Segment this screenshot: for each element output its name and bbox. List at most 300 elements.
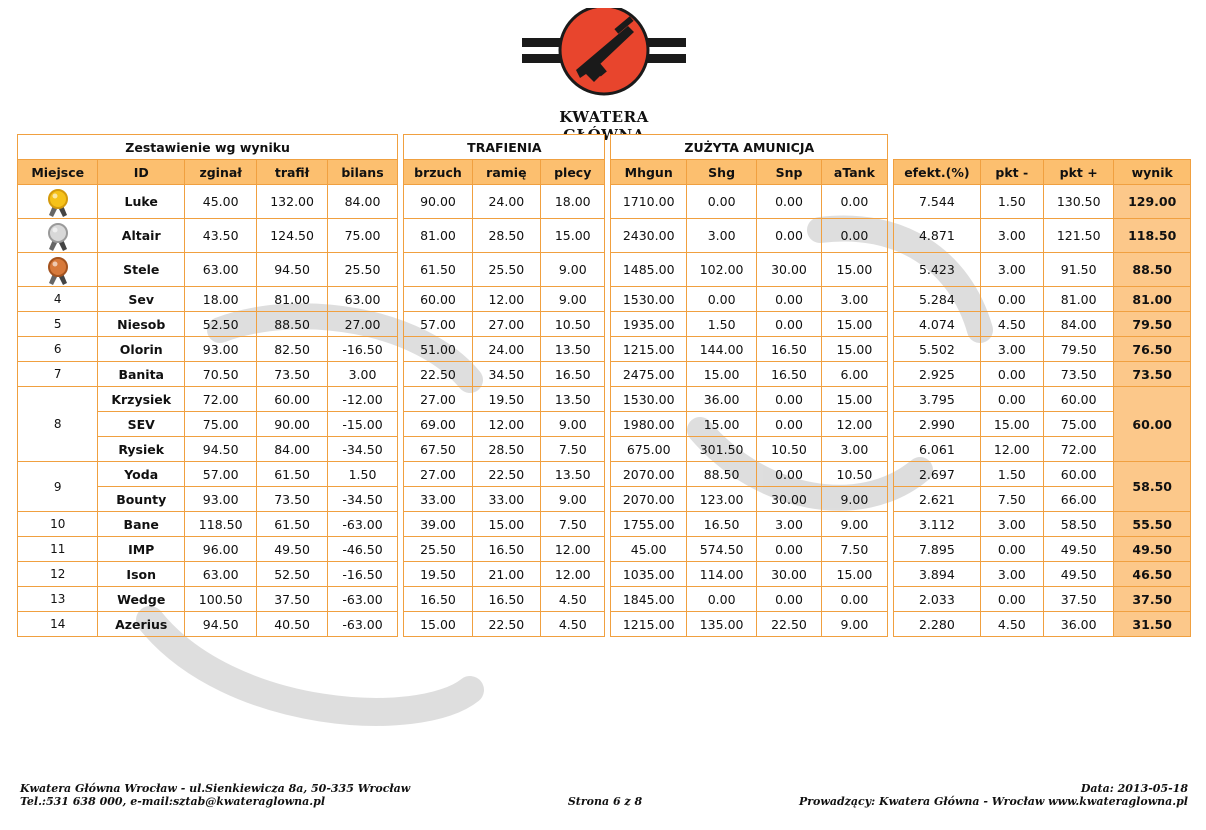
- cell-trafil: 81.00: [257, 287, 327, 312]
- cell-pkt-plus: 81.00: [1044, 287, 1114, 312]
- cell-plecy: 9.00: [541, 412, 605, 437]
- cell-bilans: 84.00: [327, 185, 397, 219]
- cell-mhgun: 1530.00: [611, 387, 686, 412]
- cell-efekt: 3.112: [894, 512, 981, 537]
- cell-shg: 15.00: [686, 362, 756, 387]
- gold-medal-icon: [43, 187, 73, 217]
- cell-ramie: 22.50: [472, 462, 540, 487]
- footer-date: Data: 2013-05-18: [1080, 782, 1188, 795]
- cell-wynik: 49.50: [1114, 537, 1191, 562]
- cell-trafil: 37.50: [257, 587, 327, 612]
- column-header: wynik: [1114, 160, 1191, 185]
- cell-mhgun: 1215.00: [611, 612, 686, 637]
- table-row: [18, 537, 1191, 562]
- cell-atank: 0.00: [821, 185, 887, 219]
- cell-pkt-minus: 3.00: [980, 219, 1043, 253]
- cell-bilans: -12.00: [327, 387, 397, 412]
- column-header: ramię: [472, 160, 540, 185]
- table-row: [18, 337, 1191, 362]
- cell-pkt-minus: 3.00: [980, 253, 1043, 287]
- cell-plecy: 10.50: [541, 312, 605, 337]
- cell-zginal: 96.00: [184, 537, 256, 562]
- cell-ramie: 22.50: [472, 612, 540, 637]
- cell-zginal: 93.00: [184, 487, 256, 512]
- cell-efekt: 7.544: [894, 185, 981, 219]
- table-row: [18, 219, 1191, 253]
- cell-pkt-minus: 7.50: [980, 487, 1043, 512]
- cell-wynik: 73.50: [1114, 362, 1191, 387]
- cell-ramie: 28.50: [472, 219, 540, 253]
- cell-snp: 0.00: [757, 312, 821, 337]
- cell-ramie: 16.50: [472, 587, 540, 612]
- cell-atank: 7.50: [821, 537, 887, 562]
- place-cell: 12: [18, 562, 98, 587]
- table-row: [18, 312, 1191, 337]
- cell-wynik: 55.50: [1114, 512, 1191, 537]
- cell-mhgun: 1215.00: [611, 337, 686, 362]
- player-id: Sev: [98, 287, 185, 312]
- results-table: [17, 134, 1191, 637]
- cell-plecy: 13.50: [541, 462, 605, 487]
- cell-bilans: -34.50: [327, 437, 397, 462]
- cell-snp: 16.50: [757, 337, 821, 362]
- table-row: [18, 562, 1191, 587]
- cell-plecy: 16.50: [541, 362, 605, 387]
- cell-trafil: 61.50: [257, 512, 327, 537]
- place-medal-cell: [18, 253, 98, 287]
- cell-shg: 3.00: [686, 219, 756, 253]
- cell-brzuch: 16.50: [404, 587, 472, 612]
- cell-atank: 3.00: [821, 437, 887, 462]
- table-row: [18, 287, 1191, 312]
- cell-bilans: 75.00: [327, 219, 397, 253]
- cell-zginal: 118.50: [184, 512, 256, 537]
- player-id: SEV: [98, 412, 185, 437]
- cell-wynik: 81.00: [1114, 287, 1191, 312]
- cell-snp: 0.00: [757, 537, 821, 562]
- kwatera-glowna-logo: [522, 8, 686, 128]
- cell-shg: 114.00: [686, 562, 756, 587]
- cell-atank: 9.00: [821, 612, 887, 637]
- cell-pkt-minus: 0.00: [980, 387, 1043, 412]
- cell-brzuch: 19.50: [404, 562, 472, 587]
- cell-ramie: 27.00: [472, 312, 540, 337]
- cell-mhgun: 1485.00: [611, 253, 686, 287]
- column-header: Shg: [686, 160, 756, 185]
- cell-pkt-plus: 37.50: [1044, 587, 1114, 612]
- cell-mhgun: 2070.00: [611, 487, 686, 512]
- cell-mhgun: 675.00: [611, 437, 686, 462]
- cell-pkt-plus: 84.00: [1044, 312, 1114, 337]
- cell-pkt-minus: 4.50: [980, 612, 1043, 637]
- cell-snp: 0.00: [757, 185, 821, 219]
- cell-ramie: 12.00: [472, 287, 540, 312]
- table-row: [18, 487, 1191, 512]
- cell-mhgun: 1710.00: [611, 185, 686, 219]
- cell-trafil: 52.50: [257, 562, 327, 587]
- cell-ramie: 15.00: [472, 512, 540, 537]
- cell-efekt: 2.697: [894, 462, 981, 487]
- place-cell: 10: [18, 512, 98, 537]
- footer-info: [799, 782, 1188, 808]
- cell-zginal: 43.50: [184, 219, 256, 253]
- cell-efekt: 7.895: [894, 537, 981, 562]
- cell-trafil: 40.50: [257, 612, 327, 637]
- cell-shg: 135.00: [686, 612, 756, 637]
- cell-trafil: 132.00: [257, 185, 327, 219]
- cell-wynik: 37.50: [1114, 587, 1191, 612]
- table-row: [18, 462, 1191, 487]
- cell-efekt: 2.925: [894, 362, 981, 387]
- cell-brzuch: 90.00: [404, 185, 472, 219]
- cell-plecy: 13.50: [541, 337, 605, 362]
- table-row: [18, 387, 1191, 412]
- cell-zginal: 63.00: [184, 562, 256, 587]
- cell-plecy: 12.00: [541, 562, 605, 587]
- cell-shg: 0.00: [686, 185, 756, 219]
- cell-ramie: 12.00: [472, 412, 540, 437]
- player-id: Banita: [98, 362, 185, 387]
- footer-address: [20, 782, 410, 808]
- player-id: Krzysiek: [98, 387, 185, 412]
- cell-mhgun: 2430.00: [611, 219, 686, 253]
- cell-pkt-plus: 66.00: [1044, 487, 1114, 512]
- cell-pkt-plus: 49.50: [1044, 537, 1114, 562]
- cell-ramie: 19.50: [472, 387, 540, 412]
- cell-zginal: 72.00: [184, 387, 256, 412]
- cell-zginal: 94.50: [184, 437, 256, 462]
- column-header: aTank: [821, 160, 887, 185]
- cell-snp: 30.00: [757, 562, 821, 587]
- column-header: zginał: [184, 160, 256, 185]
- column-header: Snp: [757, 160, 821, 185]
- cell-zginal: 18.00: [184, 287, 256, 312]
- player-id: Azerius: [98, 612, 185, 637]
- cell-shg: 144.00: [686, 337, 756, 362]
- cell-ramie: 34.50: [472, 362, 540, 387]
- cell-bilans: 25.50: [327, 253, 397, 287]
- cell-snp: 0.00: [757, 462, 821, 487]
- bronze-medal-icon: [43, 255, 73, 285]
- cell-wynik: 31.50: [1114, 612, 1191, 637]
- cell-wynik: 88.50: [1114, 253, 1191, 287]
- cell-snp: 0.00: [757, 287, 821, 312]
- player-id: Niesob: [98, 312, 185, 337]
- cell-wynik: 60.00: [1114, 387, 1191, 462]
- page-number: Strona 6 z 8: [567, 795, 643, 808]
- player-id: Wedge: [98, 587, 185, 612]
- footer-organizer: Prowadzący: Kwatera Główna - Wrocław www.kwateraglowna.pl: [798, 795, 1188, 808]
- cell-bilans: -15.00: [327, 412, 397, 437]
- cell-pkt-minus: 1.50: [980, 185, 1043, 219]
- place-cell: 9: [18, 462, 98, 512]
- place-cell: 4: [18, 287, 98, 312]
- cell-snp: 0.00: [757, 412, 821, 437]
- cell-pkt-minus: 1.50: [980, 462, 1043, 487]
- cell-efekt: 5.502: [894, 337, 981, 362]
- column-header: plecy: [541, 160, 605, 185]
- player-id: IMP: [98, 537, 185, 562]
- cell-trafil: 124.50: [257, 219, 327, 253]
- cell-atank: 9.00: [821, 512, 887, 537]
- cell-efekt: 2.990: [894, 412, 981, 437]
- cell-trafil: 88.50: [257, 312, 327, 337]
- cell-pkt-plus: 58.50: [1044, 512, 1114, 537]
- cell-atank: 15.00: [821, 337, 887, 362]
- table-row: [18, 587, 1191, 612]
- cell-pkt-minus: 0.00: [980, 537, 1043, 562]
- cell-pkt-plus: 49.50: [1044, 562, 1114, 587]
- cell-brzuch: 57.00: [404, 312, 472, 337]
- cell-efekt: 5.423: [894, 253, 981, 287]
- cell-atank: 15.00: [821, 253, 887, 287]
- cell-shg: 574.50: [686, 537, 756, 562]
- column-header: ID: [98, 160, 185, 185]
- cell-trafil: 94.50: [257, 253, 327, 287]
- cell-wynik: 76.50: [1114, 337, 1191, 362]
- logo-text: KWATERA: [559, 108, 649, 126]
- cell-brzuch: 27.00: [404, 462, 472, 487]
- cell-pkt-plus: 60.00: [1044, 462, 1114, 487]
- cell-pkt-plus: 79.50: [1044, 337, 1114, 362]
- cell-brzuch: 27.00: [404, 387, 472, 412]
- player-id: Ison: [98, 562, 185, 587]
- cell-brzuch: 81.00: [404, 219, 472, 253]
- cell-efekt: 2.621: [894, 487, 981, 512]
- cell-brzuch: 51.00: [404, 337, 472, 362]
- cell-shg: 123.00: [686, 487, 756, 512]
- cell-pkt-minus: 0.00: [980, 287, 1043, 312]
- cell-zginal: 57.00: [184, 462, 256, 487]
- cell-bilans: -16.50: [327, 562, 397, 587]
- cell-mhgun: 2475.00: [611, 362, 686, 387]
- gun-emblem-icon: [522, 8, 686, 108]
- cell-snp: 3.00: [757, 512, 821, 537]
- cell-pkt-plus: 130.50: [1044, 185, 1114, 219]
- cell-plecy: 15.00: [541, 219, 605, 253]
- cell-mhgun: 1845.00: [611, 587, 686, 612]
- player-id: Yoda: [98, 462, 185, 487]
- cell-pkt-plus: 75.00: [1044, 412, 1114, 437]
- cell-snp: 0.00: [757, 587, 821, 612]
- cell-bilans: 27.00: [327, 312, 397, 337]
- silver-medal-icon: [43, 221, 73, 251]
- cell-mhgun: 45.00: [611, 537, 686, 562]
- column-header: pkt -: [980, 160, 1043, 185]
- cell-efekt: 3.795: [894, 387, 981, 412]
- table-row: [18, 412, 1191, 437]
- table-row: [18, 253, 1191, 287]
- place-cell: 11: [18, 537, 98, 562]
- cell-plecy: 4.50: [541, 612, 605, 637]
- cell-snp: 0.00: [757, 387, 821, 412]
- player-id: Stele: [98, 253, 185, 287]
- cell-shg: 301.50: [686, 437, 756, 462]
- cell-brzuch: 15.00: [404, 612, 472, 637]
- cell-zginal: 94.50: [184, 612, 256, 637]
- cell-pkt-minus: 3.00: [980, 512, 1043, 537]
- cell-ramie: 28.50: [472, 437, 540, 462]
- column-header: pkt +: [1044, 160, 1114, 185]
- cell-bilans: -63.00: [327, 612, 397, 637]
- table-row: [18, 612, 1191, 637]
- cell-pkt-minus: 0.00: [980, 362, 1043, 387]
- cell-atank: 15.00: [821, 387, 887, 412]
- cell-trafil: 82.50: [257, 337, 327, 362]
- cell-pkt-minus: 3.00: [980, 337, 1043, 362]
- player-id: Altair: [98, 219, 185, 253]
- cell-brzuch: 67.50: [404, 437, 472, 462]
- cell-ramie: 24.00: [472, 337, 540, 362]
- cell-wynik: 129.00: [1114, 185, 1191, 219]
- cell-ramie: 24.00: [472, 185, 540, 219]
- cell-efekt: 2.033: [894, 587, 981, 612]
- cell-atank: 15.00: [821, 312, 887, 337]
- cell-plecy: 18.00: [541, 185, 605, 219]
- place-cell: 14: [18, 612, 98, 637]
- cell-trafil: 84.00: [257, 437, 327, 462]
- group-amunicja: ZUŻYTA AMUNICJA: [611, 135, 888, 160]
- place-cell: 13: [18, 587, 98, 612]
- cell-plecy: 7.50: [541, 512, 605, 537]
- table-row: [18, 512, 1191, 537]
- cell-wynik: 79.50: [1114, 312, 1191, 337]
- cell-mhgun: 1980.00: [611, 412, 686, 437]
- cell-zginal: 63.00: [184, 253, 256, 287]
- cell-brzuch: 25.50: [404, 537, 472, 562]
- column-header: brzuch: [404, 160, 472, 185]
- cell-plecy: 9.00: [541, 487, 605, 512]
- cell-bilans: -63.00: [327, 512, 397, 537]
- cell-plecy: 7.50: [541, 437, 605, 462]
- cell-zginal: 75.00: [184, 412, 256, 437]
- cell-shg: 15.00: [686, 412, 756, 437]
- player-id: Bounty: [98, 487, 185, 512]
- cell-shg: 88.50: [686, 462, 756, 487]
- footer-address-line: Kwatera Główna Wrocław - ul.Sienkiewicza 8a, 50-335 Wrocław: [20, 782, 411, 795]
- cell-trafil: 60.00: [257, 387, 327, 412]
- cell-wynik: 46.50: [1114, 562, 1191, 587]
- cell-plecy: 12.00: [541, 537, 605, 562]
- column-header: Mhgun: [611, 160, 686, 185]
- cell-zginal: 93.00: [184, 337, 256, 362]
- table-row: [18, 362, 1191, 387]
- cell-pkt-minus: 4.50: [980, 312, 1043, 337]
- cell-mhgun: 1530.00: [611, 287, 686, 312]
- cell-zginal: 52.50: [184, 312, 256, 337]
- cell-wynik: 58.50: [1114, 462, 1191, 512]
- column-header: bilans: [327, 160, 397, 185]
- cell-plecy: 13.50: [541, 387, 605, 412]
- cell-bilans: -63.00: [327, 587, 397, 612]
- cell-trafil: 73.50: [257, 362, 327, 387]
- cell-ramie: 33.00: [472, 487, 540, 512]
- cell-atank: 6.00: [821, 362, 887, 387]
- cell-pkt-minus: 15.00: [980, 412, 1043, 437]
- cell-pkt-minus: 0.00: [980, 587, 1043, 612]
- cell-snp: 30.00: [757, 253, 821, 287]
- column-header: Miejsce: [18, 160, 98, 185]
- place-medal-cell: [18, 219, 98, 253]
- cell-shg: 0.00: [686, 287, 756, 312]
- cell-ramie: 21.00: [472, 562, 540, 587]
- cell-brzuch: 39.00: [404, 512, 472, 537]
- cell-plecy: 9.00: [541, 287, 605, 312]
- cell-atank: 0.00: [821, 587, 887, 612]
- cell-trafil: 49.50: [257, 537, 327, 562]
- cell-pkt-minus: 12.00: [980, 437, 1043, 462]
- cell-atank: 9.00: [821, 487, 887, 512]
- cell-efekt: 2.280: [894, 612, 981, 637]
- cell-shg: 102.00: [686, 253, 756, 287]
- cell-bilans: 63.00: [327, 287, 397, 312]
- cell-mhgun: 1035.00: [611, 562, 686, 587]
- cell-mhgun: 1755.00: [611, 512, 686, 537]
- cell-ramie: 16.50: [472, 537, 540, 562]
- cell-mhgun: 1935.00: [611, 312, 686, 337]
- group-trafienia: TRAFIENIA: [404, 135, 605, 160]
- cell-pkt-plus: 73.50: [1044, 362, 1114, 387]
- footer-contact-line: Tel.:531 638 000, e-mail:sztab@kwateraglowna.pl: [20, 795, 326, 808]
- cell-efekt: 4.871: [894, 219, 981, 253]
- cell-brzuch: 22.50: [404, 362, 472, 387]
- cell-pkt-plus: 91.50: [1044, 253, 1114, 287]
- cell-shg: 16.50: [686, 512, 756, 537]
- cell-snp: 30.00: [757, 487, 821, 512]
- cell-pkt-minus: 3.00: [980, 562, 1043, 587]
- player-id: Rysiek: [98, 437, 185, 462]
- cell-shg: 36.00: [686, 387, 756, 412]
- cell-snp: 10.50: [757, 437, 821, 462]
- cell-bilans: 3.00: [327, 362, 397, 387]
- cell-pkt-plus: 60.00: [1044, 387, 1114, 412]
- cell-brzuch: 60.00: [404, 287, 472, 312]
- cell-snp: 22.50: [757, 612, 821, 637]
- cell-ramie: 25.50: [472, 253, 540, 287]
- player-id: Luke: [98, 185, 185, 219]
- cell-efekt: 6.061: [894, 437, 981, 462]
- cell-plecy: 4.50: [541, 587, 605, 612]
- table-row: [18, 185, 1191, 219]
- cell-atank: 0.00: [821, 219, 887, 253]
- column-header: efekt.(%): [894, 160, 981, 185]
- cell-snp: 16.50: [757, 362, 821, 387]
- cell-atank: 15.00: [821, 562, 887, 587]
- cell-bilans: -34.50: [327, 487, 397, 512]
- cell-bilans: -16.50: [327, 337, 397, 362]
- player-id: Bane: [98, 512, 185, 537]
- column-header: trafił: [257, 160, 327, 185]
- cell-pkt-plus: 36.00: [1044, 612, 1114, 637]
- cell-bilans: 1.50: [327, 462, 397, 487]
- place-cell: 8: [18, 387, 98, 462]
- player-id: Olorin: [98, 337, 185, 362]
- cell-trafil: 90.00: [257, 412, 327, 437]
- cell-atank: 3.00: [821, 287, 887, 312]
- group-zestawienie: Zestawienie wg wyniku: [18, 135, 398, 160]
- cell-shg: 0.00: [686, 587, 756, 612]
- place-cell: 7: [18, 362, 98, 387]
- cell-plecy: 9.00: [541, 253, 605, 287]
- cell-wynik: 118.50: [1114, 219, 1191, 253]
- cell-trafil: 61.50: [257, 462, 327, 487]
- cell-brzuch: 33.00: [404, 487, 472, 512]
- cell-pkt-plus: 72.00: [1044, 437, 1114, 462]
- cell-atank: 10.50: [821, 462, 887, 487]
- cell-efekt: 3.894: [894, 562, 981, 587]
- table-row: [18, 437, 1191, 462]
- cell-trafil: 73.50: [257, 487, 327, 512]
